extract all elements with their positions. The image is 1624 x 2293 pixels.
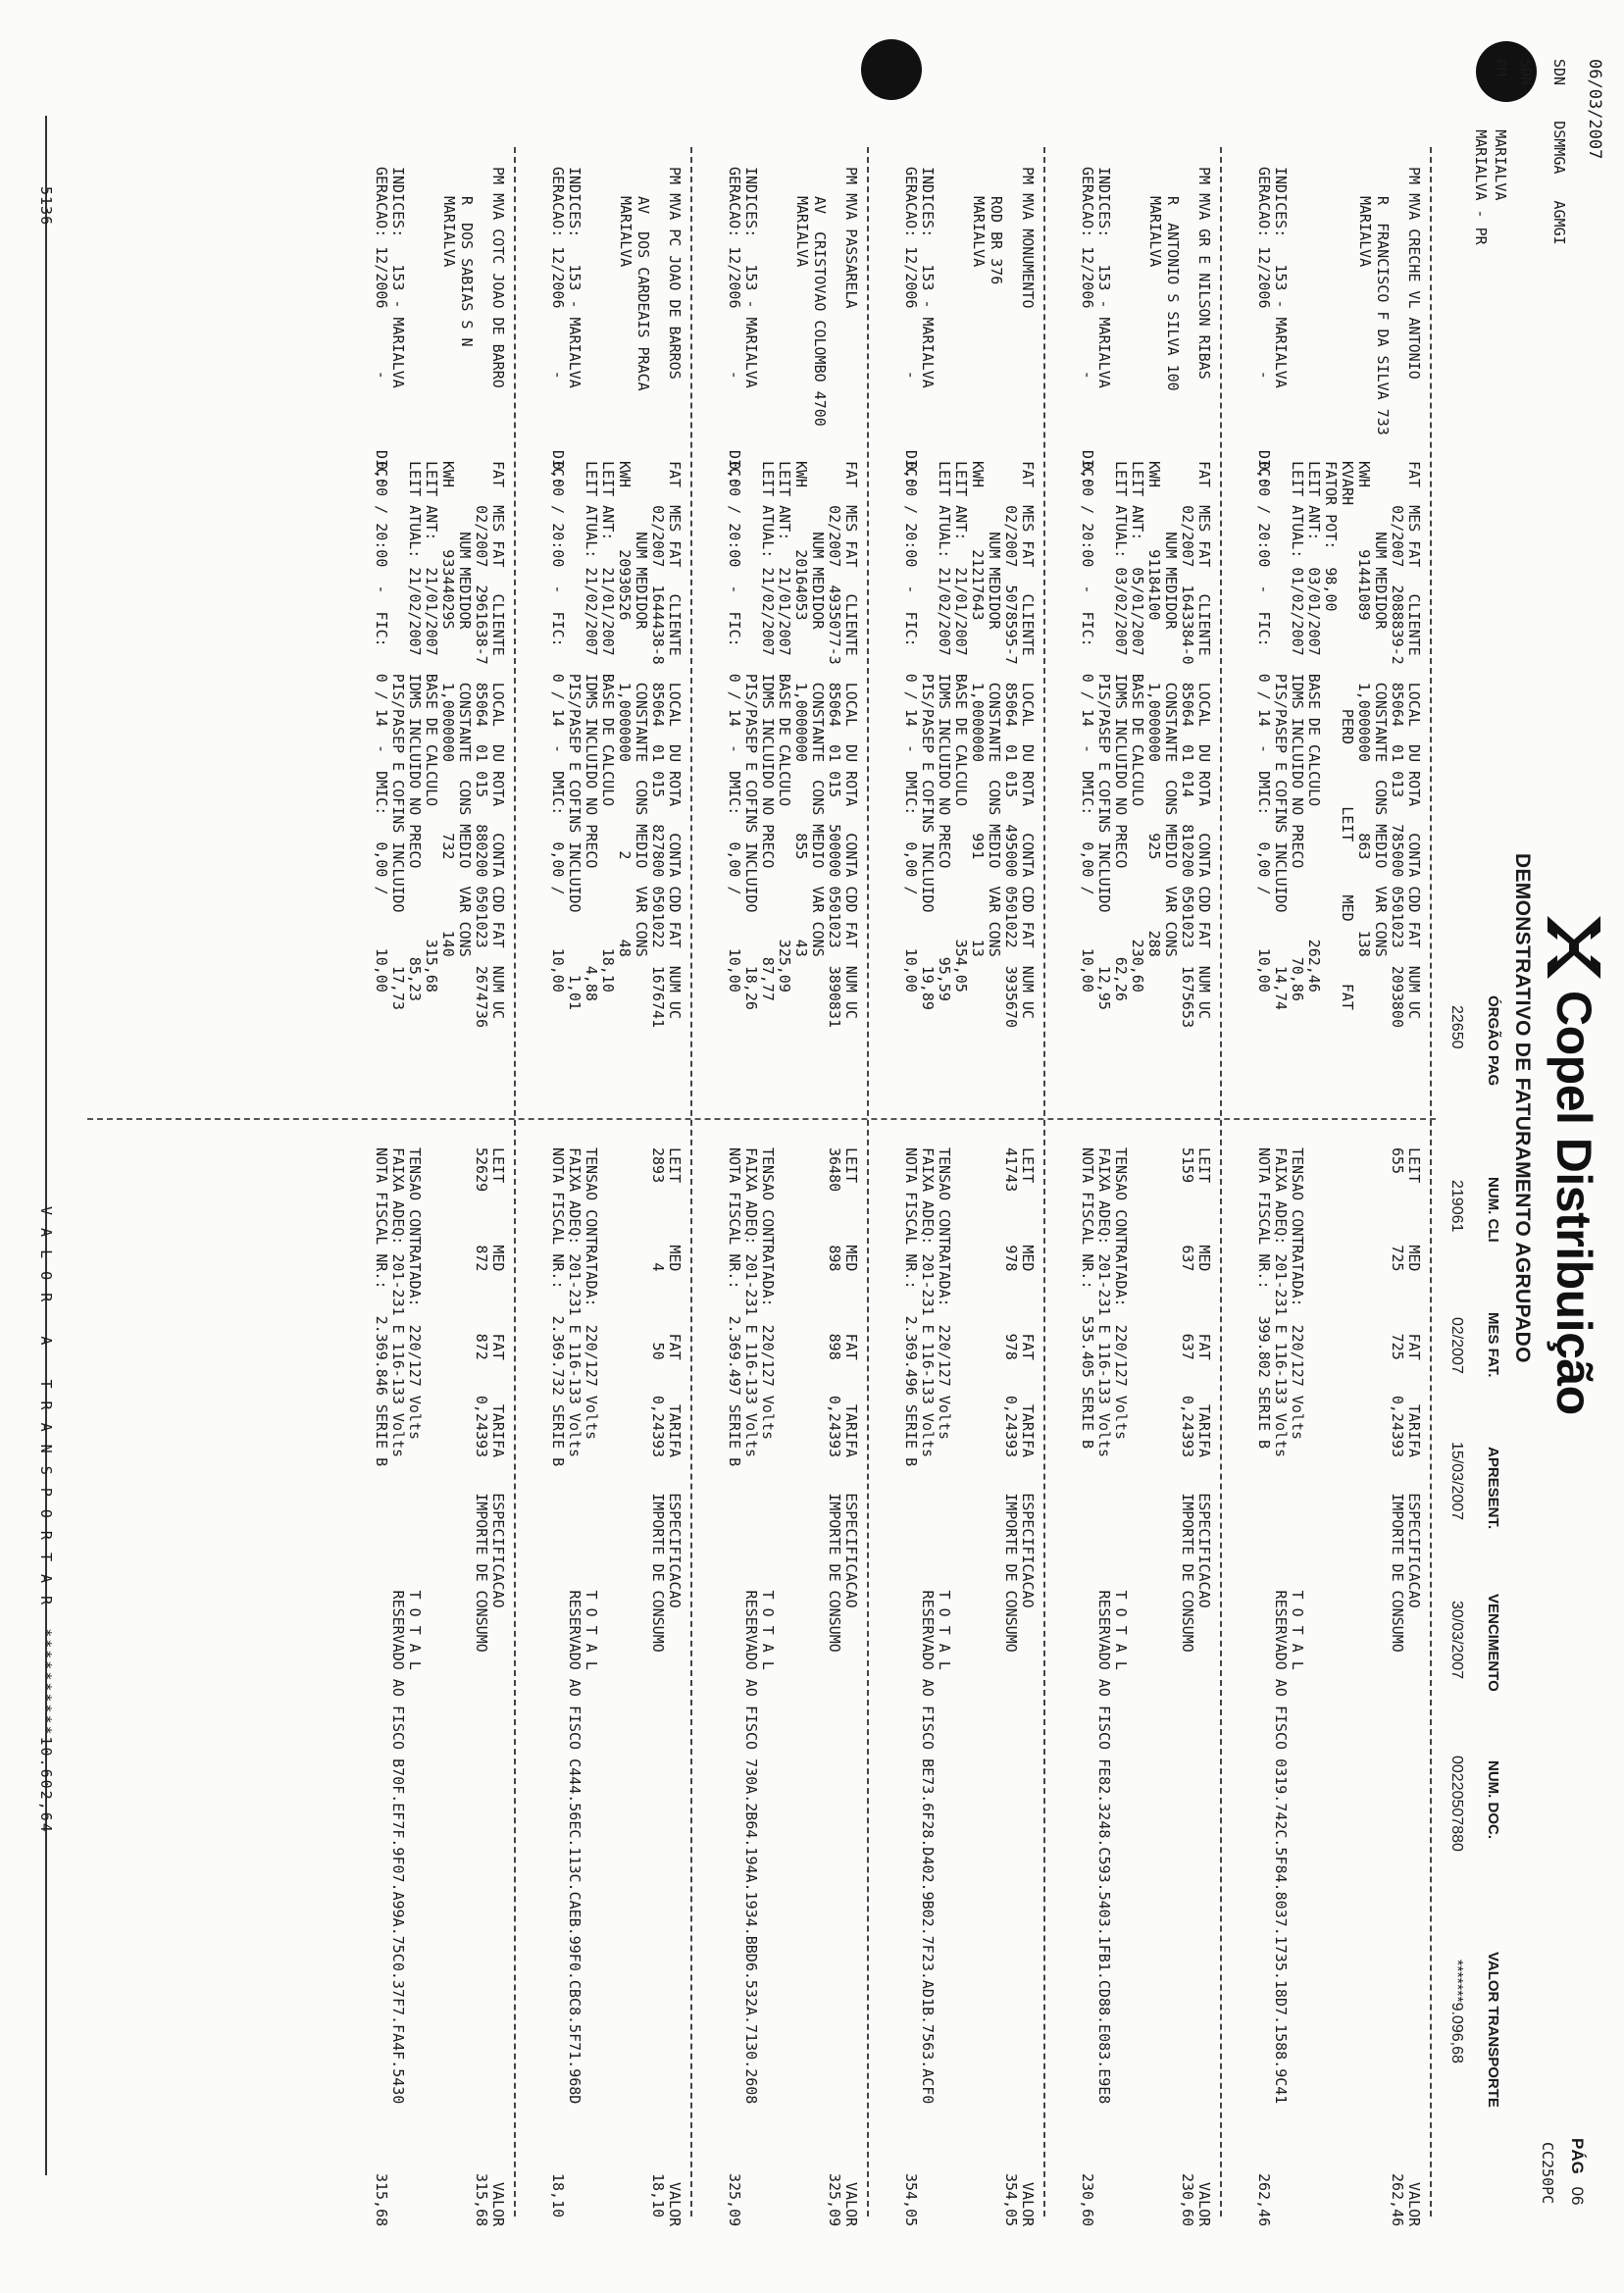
page-label: PÁG	[1568, 2138, 1587, 2174]
brand-name: Copel Distribuição	[1547, 991, 1601, 1415]
unit-separator	[514, 147, 516, 2217]
unit-valor-label: VALOR	[489, 2182, 507, 2227]
unit-name: PM MVA PASSARELA	[842, 167, 860, 309]
col-vencimento-label: VENCIMENTO	[1485, 1594, 1501, 1692]
unit-right-details: LEIT MED FAT TARIFA ESPECIFICACAO 52629 872 872 0,24393 IMPORTE DE CONSUMO TENSAO CONTRATADA: 220/127 Volts T O T A L FAIXA ADEQ: 201-231 E 116-133 Volts RESERVADO AO FISCO B70F.EF7F.9F07.A99A.75C0.37F7.FA4F.5430 NOTA FISCAL NR.: 2.369.846 SERIE B	[373, 1147, 507, 2105]
unit-indices: INDICES: 153 - MARIALVA	[566, 167, 584, 388]
unit-indices: INDICES: 153 - MARIALVA	[389, 167, 407, 388]
unit-geracao: GERACAO: 12/2006 - DIC:	[549, 167, 567, 486]
unit-name: PM MVA GR E NILSON RIBAS	[1195, 167, 1213, 380]
unit-mid-details: FAT MES FAT CLIENTE LOCAL DU ROTA CONTA CDD FAT NUM UC 02/2007 2088839-2 85064 01 013 785000 0501023 2093800 NUM MEDIDOR CONSTANTE CONS MEDIO VAR CONS KWH 91441089 1,0000000 863 138 KVARH PERD LEIT MED FAT FATOR POT: 98,00 LEIT ANT: 03/01/2007 BASE DE CALCULO 262,46 LEIT ATUAL: 01/02/2007 IDMS INCLUIDO NO PRECO 70,86 PIS/PASEP E COFINS INCLUIDO 14,74 0,00 / 20:00 - FIC: 0 / 14 - DMIC: 0,00 / 10,00	[1255, 461, 1423, 1028]
unit-indices: INDICES: 153 - MARIALVA	[1095, 167, 1113, 388]
col-apresent-label: APRESENT.	[1485, 1447, 1501, 1530]
col-mes-fat-value: 02/2007	[1448, 1317, 1465, 1374]
unit-valor: 354,05	[1002, 2173, 1020, 2227]
unit-valor: 325,09	[826, 2173, 843, 2227]
unit-valor-label: VALOR	[842, 2182, 860, 2227]
unit-separator	[690, 147, 692, 2217]
unit-total: 325,09	[726, 2173, 743, 2227]
unit-valor: 230,60	[1179, 2173, 1196, 2227]
unit-name: PM MVA CRECHE VL ANTONIO	[1405, 167, 1423, 380]
col-orgao-pag-value: 22650	[1448, 1005, 1465, 1049]
unit-block	[883, 167, 1045, 2246]
unit-valor-label: VALOR	[1405, 2182, 1423, 2227]
unit-address: ROD BR 376	[988, 196, 1005, 285]
col-valor-transporte-value: *******9.096,68	[1448, 1960, 1465, 2064]
report-code: CC250PC	[1539, 2142, 1556, 2205]
unit-total: 18,10	[549, 2173, 567, 2218]
unit-total: 315,68	[373, 2173, 390, 2227]
unit-geracao: GERACAO: 12/2006 - DIC:	[1255, 167, 1273, 486]
unit-indices: INDICES: 153 - MARIALVA	[1272, 167, 1290, 388]
unit-name: PM MVA PC JOAO DE BARROS	[666, 167, 684, 380]
col-num-cli-value: 219061	[1448, 1180, 1465, 1233]
client-city: MARIALVA - PR	[1472, 59, 1490, 245]
unit-indices: INDICES: 153 - MARIALVA	[742, 167, 760, 388]
unit-block	[1059, 167, 1222, 2246]
unit-total: 262,46	[1255, 2173, 1273, 2227]
unit-right-details: LEIT MED FAT TARIFA ESPECIFICACAO 41743 978 978 0,24393 IMPORTE DE CONSUMO TENSAO CONTRATADA: 220/127 Volts T O T A L FAIXA ADEQ: 201-231 E 116-133 Volts RESERVADO AO FISCO BE73.6F28.D402.9B02.7F23.AD1B.7563.ACF0 NOTA FISCAL NR.: 2.369.496 SERIE B	[902, 1147, 1037, 2105]
unit-valor-label: VALOR	[666, 2182, 684, 2227]
unit-mid-details: FAT MES FAT CLIENTE LOCAL DU ROTA CONTA CDD FAT NUM UC 02/2007 4935077-3 85064 01 015 500000 0501023 3890831 NUM MEDIDOR CONSTANTE CONS MEDIO VAR CONS KWH 20164053 1,0000000 855 43 LEIT ANT: 21/01/2007 BASE DE CALCULO 325,09 LEIT ATUAL: 21/02/2007 IDMS INCLUIDO NO PRECO 87,77 PIS/PASEP E COFINS INCLUIDO 18,26 0,00 / 20:00 - FIC: 0 / 14 - DMIC: 0,00 / 10,00	[726, 461, 860, 1028]
unit-name: PM MVA MONUMENTO	[1019, 167, 1037, 309]
unit-block	[530, 167, 692, 2246]
copel-logo-icon	[1544, 912, 1604, 983]
unit-mid-details: FAT MES FAT CLIENTE LOCAL DU ROTA CONTA CDD FAT NUM UC 02/2007 2961638-7 85064 01 015 880200 0501023 2674736 NUM MEDIDOR CONSTANTE CONS MEDIO VAR CONS KWH 93344029S 1,0000000 732 140 LEIT ANT: 21/01/2007 BASE DE CALCULO 315,68 LEIT ATUAL: 21/02/2007 IDMS INCLUIDO NO PRECO 85,23 PIS/PASEP E COFINS INCLUIDO 17,73 0,00 / 20:00 - FIC: 0 / 14 - DMIC: 0,00 / 10,00	[373, 461, 507, 1028]
col-valor-transporte-label: VALOR TRANSPORTE	[1485, 1952, 1501, 2108]
unit-mid-details: FAT MES FAT CLIENTE LOCAL DU ROTA CONTA CDD FAT NUM UC 02/2007 1643384-0 85064 01 014 810200 0501023 1675653 NUM MEDIDOR CONSTANTE CONS MEDIO VAR CONS KWH 91184100 1,0000000 925 288 LEIT ANT: 05/01/2007 BASE DE CALCULO 230,60 LEIT ATUAL: 03/02/2007 IDMS INCLUIDO NO PRECO 62,26 PIS/PASEP E COFINS INCLUIDO 12,95 0,00 / 20:00 - FIC: 0 / 14 - DMIC: 0,00 / 10,00	[1079, 461, 1213, 1028]
sdn-label: SDN	[1517, 59, 1535, 86]
unit-total: 354,05	[902, 2173, 920, 2227]
report-date: 06/03/2007	[1585, 59, 1604, 160]
document-title: DEMONSTRATIVO DE FATURAMENTO AGRUPADO	[1511, 853, 1534, 1363]
col-orgao-pag-label: ÓRGÃO PAG	[1485, 995, 1501, 1087]
col-apresent-value: 15/03/2007	[1448, 1442, 1465, 1521]
col-num-doc-value: 00220507880	[1448, 1756, 1465, 1852]
unit-address: R FRANCISCO F DA SILVA 733	[1374, 196, 1392, 435]
unit-separator	[1430, 147, 1432, 2217]
page-number-group	[1567, 2138, 1587, 2206]
unit-address: R DOS SABIAS S N	[458, 196, 476, 347]
unit-city: MARIALVA	[617, 196, 634, 268]
unit-mid-details: FAT MES FAT CLIENTE LOCAL DU ROTA CONTA CDD FAT NUM UC 02/2007 5078595-7 85064 01 015 495000 0501022 3935670 NUM MEDIDOR CONSTANTE CONS MEDIO VAR CONS KWH 21217643 1,0000000 991 13 LEIT ANT: 21/01/2007 BASE DE CALCULO 354,05 LEIT ATUAL: 21/02/2007 IDMS INCLUIDO NO PRECO 95,59 PIS/PASEP E COFINS INCLUIDO 19,89 0,00 / 20:00 - FIC: 0 / 14 - DMIC: 0,00 / 10,00	[902, 461, 1037, 1028]
unit-city: MARIALVA	[970, 196, 988, 268]
brand-logo	[1544, 912, 1604, 1415]
unit-right-details: LEIT MED FAT TARIFA ESPECIFICACAO 655 725 725 0,24393 IMPORTE DE CONSUMO TENSAO CONTRATADA: 220/127 Volts T O T A L FAIXA ADEQ: 201-231 E 116-133 Volts RESERVADO AO FISCO 0319.742C.5F84.8037.1735.18D7.1588.9C41 NOTA FISCAL NR.: 399.802 SERIE B	[1255, 1147, 1423, 2105]
unit-valor: 315,68	[473, 2173, 490, 2227]
unit-valor: 18,10	[649, 2173, 667, 2218]
unit-mid-details: FAT MES FAT CLIENTE LOCAL DU ROTA CONTA CDD FAT NUM UC 02/2007 1644438-8 85064 01 015 827800 0501022 1676741 NUM MEDIDOR CONSTANTE CONS MEDIO VAR CONS KWH 20930526 1,0000000 2 48 LEIT ANT: 21/01/2007 BASE DE CALCULO 18,10 LEIT ATUAL: 21/02/2007 IDMS INCLUIDO NO PRECO 4,88 PIS/PASEP E COFINS INCLUIDO 1,01 0,00 / 20:00 - FIC: 0 / 14 - DMIC: 0,00 / 10,00	[549, 461, 684, 1028]
unit-address: AV DOS CARDEAIS PRACA	[634, 196, 652, 391]
client-name: PM MARIALVA	[1492, 59, 1509, 201]
transport-total: V A L O R A T R A N S P O R T A R **********10.602,64	[37, 1206, 55, 1834]
unit-block	[1236, 167, 1432, 2246]
unit-address: AV CRISTOVAO COLOMBO 4700	[811, 196, 829, 427]
unit-separator	[1043, 147, 1045, 2217]
unit-address: R ANTONIO S SILVA 100	[1164, 196, 1182, 391]
unit-valor-label: VALOR	[1195, 2182, 1213, 2227]
org-line: SDN DSMMGA AGMGI	[1550, 59, 1568, 245]
unit-separator	[867, 147, 869, 2217]
unit-city: MARIALVA	[440, 196, 458, 268]
unit-city: MARIALVA	[1146, 196, 1164, 268]
unit-city: MARIALVA	[793, 196, 811, 268]
unit-block	[353, 167, 516, 2246]
unit-right-details: LEIT MED FAT TARIFA ESPECIFICACAO 5159 637 637 0,24393 IMPORTE DE CONSUMO TENSAO CONTRATADA: 220/127 Volts T O T A L FAIXA ADEQ: 201-231 E 116-133 Volts RESERVADO AO FISCO FE82.3248.C593.5403.1FB1.CD88.E083.E9E8 NOTA FISCAL NR.: 535.405 SERIE B	[1079, 1147, 1213, 2105]
unit-geracao: GERACAO: 12/2006 - DIC:	[1079, 167, 1096, 486]
unit-block	[706, 167, 869, 2246]
unit-city: MARIALVA	[1356, 196, 1374, 268]
unit-right-details: LEIT MED FAT TARIFA ESPECIFICACAO 36480 898 898 0,24393 IMPORTE DE CONSUMO TENSAO CONTRATADA: 220/127 Volts T O T A L FAIXA ADEQ: 201-231 E 116-133 Volts RESERVADO AO FISCO 730A.2B64.194A.1934.BBD6.532A.7130.2608 NOTA FISCAL NR.: 2.369.497 SERIE B	[726, 1147, 860, 2105]
unit-valor-label: VALOR	[1019, 2182, 1037, 2227]
unit-geracao: GERACAO: 12/2006 - DIC:	[373, 167, 390, 486]
col-num-doc-label: NUM. DOC.	[1485, 1760, 1501, 1839]
unit-geracao: GERACAO: 12/2006 - DIC:	[726, 167, 743, 486]
unit-indices: INDICES: 153 - MARIALVA	[919, 167, 937, 388]
unit-right-details: LEIT MED FAT TARIFA ESPECIFICACAO 2893 4 50 0,24393 IMPORTE DE CONSUMO TENSAO CONTRATADA: 220/127 Volts T O T A L FAIXA ADEQ: 201-231 E 116-133 Volts RESERVADO AO FISCO C444.56EC.113C.CAEB.99F0.CBC8.5F71.968D NOTA FISCAL NR.: 2.369.732 SERIE B	[549, 1147, 684, 2105]
unit-total: 230,60	[1079, 2173, 1096, 2227]
col-num-cli-label: NUM. CLI	[1485, 1177, 1501, 1243]
unit-separator	[1220, 147, 1222, 2217]
page-number: 06	[1568, 2186, 1587, 2206]
unit-name: PM MVA COTC JOAO DE BARRO	[489, 167, 507, 388]
unit-valor: 262,46	[1389, 2173, 1406, 2227]
page-code: 5136	[37, 186, 55, 227]
col-mes-fat-label: MES FAT.	[1485, 1312, 1501, 1378]
unit-geracao: GERACAO: 12/2006 - DIC:	[902, 167, 920, 486]
col-vencimento-value: 30/03/2007	[1448, 1601, 1465, 1680]
